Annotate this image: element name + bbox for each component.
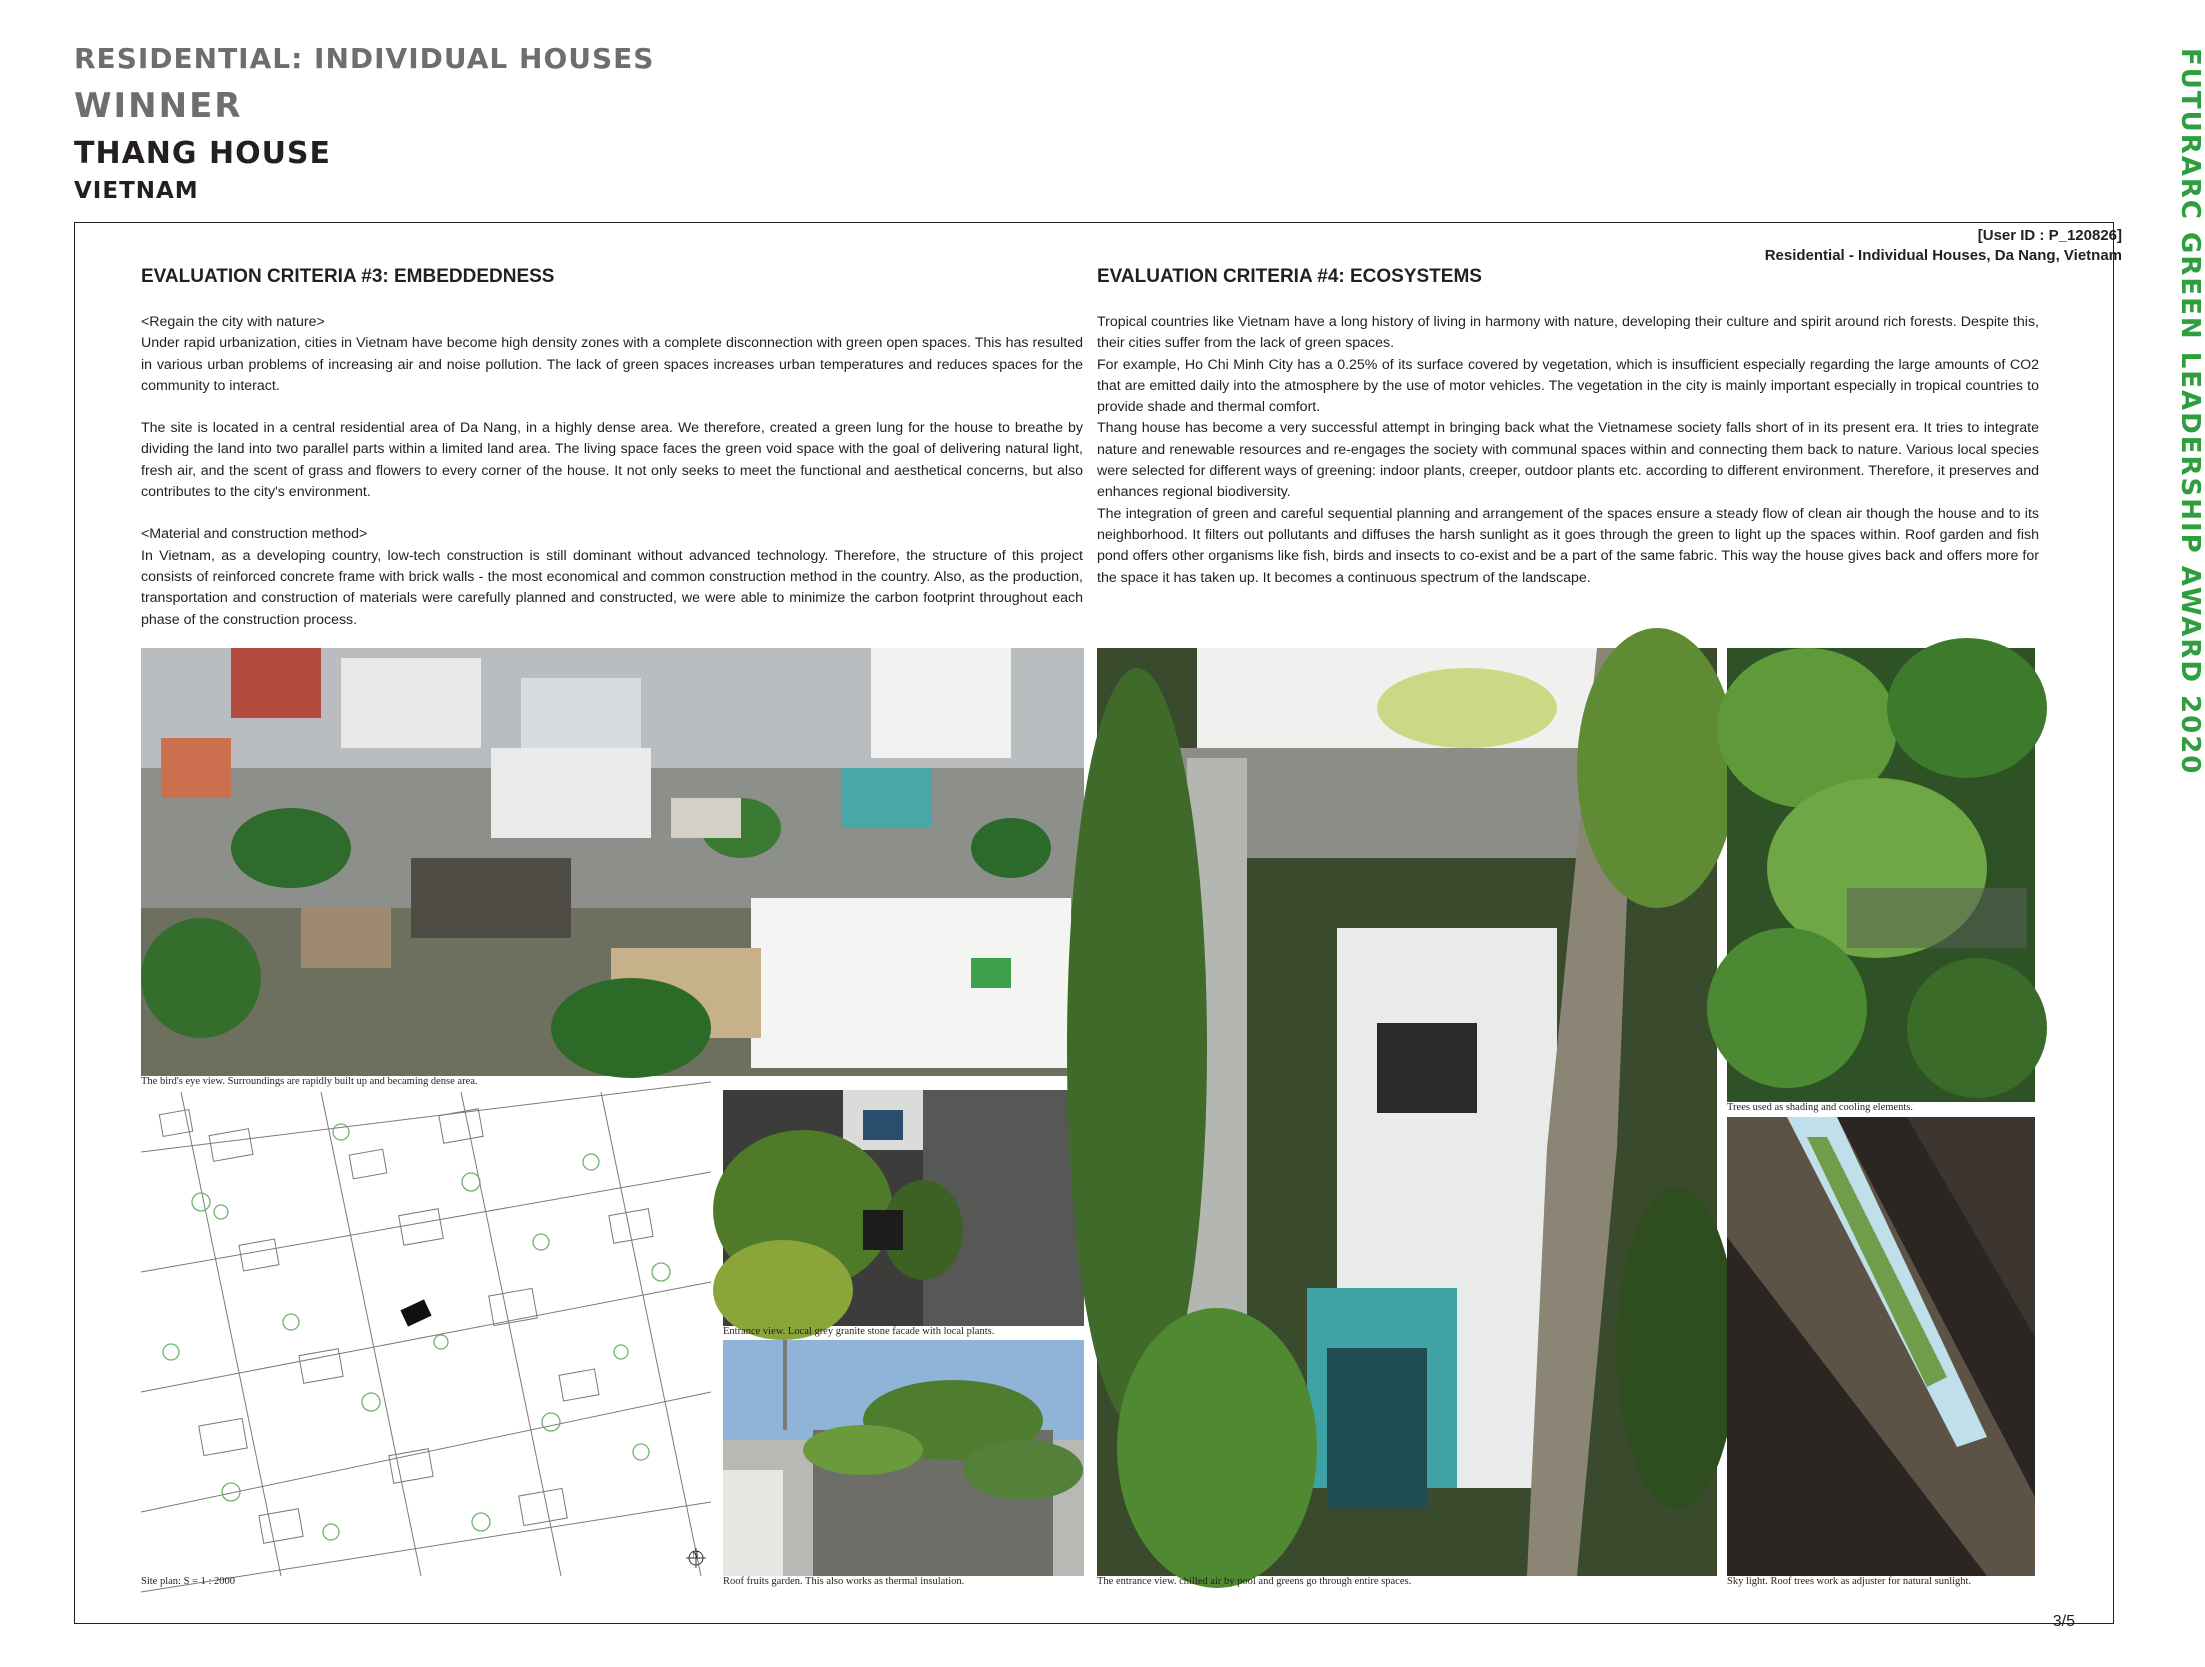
- paragraph: The integration of green and careful sequential planning and arrangement of the spaces ensure a steady flow of clean air though the house and to its neighborhood. It filters out pollutants and diffuses the harsh sunlight as it goes through the green to light up the spaces within. Roof garden and fish pond offers other organisms like fish, birds and insects to co-exist and be a part of the same fabric. This way the house gives back and offers more for the space it has taken up. It becomes a continuous spectrum of the landscape.: [1097, 505, 2039, 586]
- paragraph: The site is located in a central residential area of Da Nang, in a highly dense area. We therefore, created a green lung for the house to breathe by dividing the land into two parallel parts within a limited land area. The living space faces the green void space with the goal of delivering natural light, fresh air, and the scent of grass and flowers to every corner of the house. It not only seeks to meet the functional and aesthetical concerns, but also contributes to the city's environment.: [141, 420, 1083, 501]
- siteplan-caption: Site plan: S = 1 : 2000: [141, 1576, 236, 1587]
- criteria-3-heading: EVALUATION CRITERIA #3: EMBEDDEDNESS: [141, 266, 555, 287]
- user-id: [User ID : P_120826]: [1977, 227, 2122, 244]
- entrance-caption: Entrance view. Local grey granite stone facade with local plants.: [723, 1326, 995, 1337]
- skylight-photo: [1727, 1117, 2035, 1576]
- country-label: VIETNAM: [74, 178, 199, 204]
- paragraph: Under rapid urbanization, cities in Vietnam have become high density zones with a complete disconnection with green open spaces. This has resulted in various urban problems of increasing air and noise pollution. The lack of green spaces increases urban temperatures and reduces spaces for the community to interact.: [141, 335, 1083, 394]
- trees-photo: [1727, 648, 2035, 1102]
- paragraph: Tropical countries like Vietnam have a long history of living in harmony with nature, developing their culture and spirit around rich forests. Despite this, their cities suffer from the lack of green spaces.: [1097, 314, 2039, 352]
- courtyard-photo: [1097, 648, 1717, 1576]
- paragraph: <Material and construction method>: [141, 526, 368, 543]
- project-info: Residential - Individual Houses, Da Nang, Vietnam: [1764, 247, 2122, 264]
- project-title: THANG HOUSE: [74, 136, 332, 171]
- trees-caption: Trees used as shading and cooling elements.: [1727, 1102, 1913, 1113]
- criteria-4-heading: EVALUATION CRITERIA #4: ECOSYSTEMS: [1097, 266, 1482, 287]
- aerial-caption: The bird's eye view. Surroundings are rapidly built up and becaming dense area.: [141, 1076, 478, 1087]
- site-plan: [141, 1092, 711, 1576]
- project-meta: [1765, 226, 2122, 266]
- roof-garden-caption: Roof fruits garden. This also works as thermal insulation.: [723, 1576, 965, 1587]
- paragraph: In Vietnam, as a developing country, low-tech construction is still dominant without advanced technology. Therefore, the structure of this project consists of reinforced concrete frame with brick walls - the most economical and common construction method in the country. Also, as the production, transportation and construction of materials were carefully planned and constructed, we were able to minimize the carbon footprint throughout each phase of the construction process.: [141, 547, 1083, 628]
- paragraph: Thang house has become a very successful attempt in bringing back what the Vietnamese society falls short of in its present era. It tries to integrate nature and renewable resources and re-engages the society with communal spaces within and connecting them back to nature. Various local species were selected for different ways of greening: indoor plants, creeper, outdoor plants etc. according to different environment. Therefore, it preserves and enhances regional biodiversity.: [1097, 420, 2039, 501]
- north-label: N: [692, 1550, 699, 1560]
- courtyard-caption: The entrance view. chilled air by pool and greens go through entire spaces.: [1097, 1576, 1412, 1587]
- page-number: 3/5: [2052, 1613, 2075, 1630]
- aerial-photo: [141, 648, 1084, 1076]
- roof-garden-photo: [723, 1340, 1084, 1576]
- paragraph: For example, Ho Chi Minh City has a 0.25% of its surface covered by vegetation, which is insufficient especially regarding the large amounts of CO2 that are emitted daily into the atmosphere by the use of motor vehicles. The vegetation in the city is mainly important especially in tropical countries to provide shade and thermal comfort.: [1097, 356, 2039, 416]
- category-label: RESIDENTIAL: INDIVIDUAL HOUSES: [74, 42, 655, 75]
- paragraph: <Regain the city with nature>: [141, 314, 325, 330]
- award-label: WINNER: [74, 86, 243, 126]
- award-side-title: FUTURARC GREEN LEADERSHIP AWARD 2020: [2175, 48, 2205, 776]
- criteria-3-text: [141, 312, 1083, 631]
- skylight-caption: Sky light. Roof trees work as adjuster for natural sunlight.: [1727, 1576, 1972, 1587]
- criteria-4-text: [1097, 312, 2039, 589]
- entrance-photo: [723, 1090, 1084, 1326]
